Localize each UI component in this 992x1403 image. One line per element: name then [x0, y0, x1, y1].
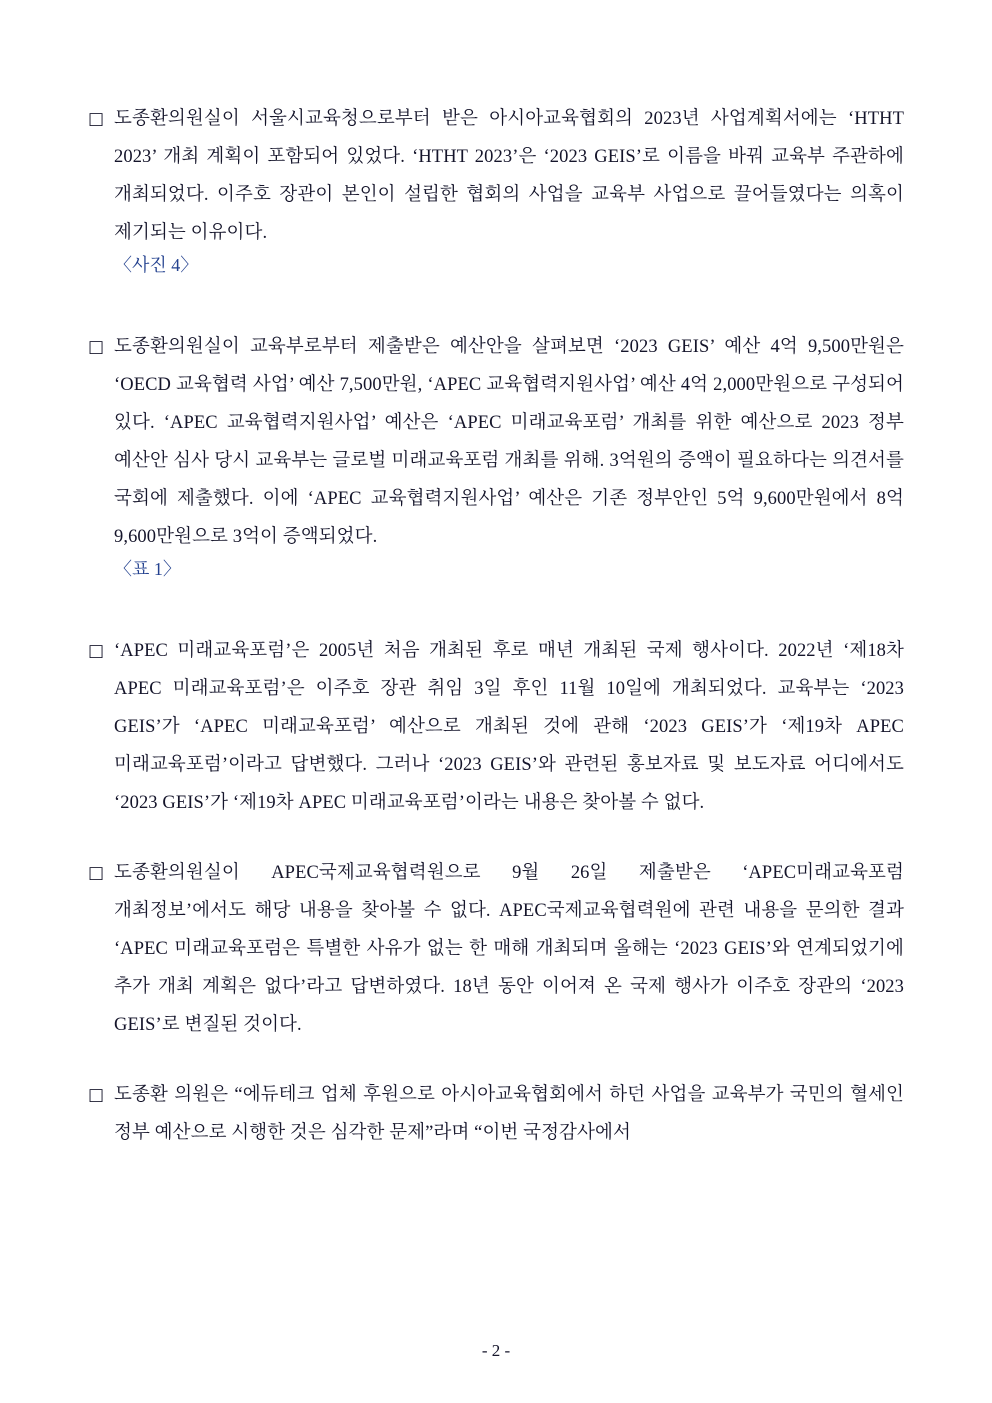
figure-reference-1: 〈사진 4〉 — [114, 255, 199, 275]
table-reference-1: 〈표 1〉 — [114, 559, 181, 579]
paragraph-4-text: 도종환의원실이 APEC국제교육협력원으로 9월 26일 제출받은 ‘APEC미래교육포럼 개최정보’에서도 해당 내용을 찾아볼 수 없다. APEC국제교육협력원에 관련 내용을 문의한 결과 ‘APEC 미래교육포럼은 특별한 사유가 없는 한 매해 개최되며 올해는 ‘2023 GEIS’와 연계되었기에 추가 개최 계획은 없다’라고 답변하였다. 18년 동안 이어져 온 국제 행사가 이주호 장관의 ‘2023 GEIS’로 변질된 것이다. — [114, 863, 904, 1035]
checkbox-bullet-icon: □ — [88, 863, 105, 883]
paragraph-block-2 — [88, 328, 904, 586]
document-body — [88, 100, 904, 1152]
paragraph-1-text: 도종환의원실이 서울시교육청으로부터 받은 아시아교육협회의 2023년 사업계획서에는 ‘HTHT 2023’ 개최 계획이 포함되어 있었다. ‘HTHT 2023’은 ‘2023 GEIS’로 이름을 바꿔 교육부 주관하에 개최되었다. 이주호 장관이 본인이 설립한 협회의 사업을 교육부 사업으로 끌어들였다는 의혹이 제기되는 이유이다. — [114, 109, 904, 243]
spacer-2 — [88, 618, 904, 632]
checkbox-bullet-icon: □ — [88, 109, 105, 129]
paragraph-3 — [88, 632, 904, 822]
paragraph-2-text: 도종환의원실이 교육부로부터 제출받은 예산안을 살펴보면 ‘2023 GEIS’ 예산 4억 9,500만원은 ‘OECD 교육협력 사업’ 예산 7,500만원, ‘APEC 교육협력지원사업’ 예산 4억 2,000만원으로 구성되어 있다. ‘APEC 교육협력지원사업’ 예산은 ‘APEC 미래교육포럼’ 개최를 위한 예산으로 2023 정부 예산안 심사 당시 교육부는 글로벌 미래교육포럼 개최를 위해. 3억원의 증액이 필요하다는 의견서를 국회에 제출했다. 이에 ‘APEC 교육협력지원사업’ 예산은 기존 정부안인 5억 9,600만원에서 8억 9,600만원으로 3억이 증액되었다. — [114, 337, 904, 547]
paragraph-3-text: ‘APEC 미래교육포럼’은 2005년 처음 개최된 후로 매년 개최된 국제 행사이다. 2022년 ‘제18차 APEC 미래교육포럼’은 이주호 장관 취임 3일 후인 11월 10일에 개최되었다. 교육부는 ‘2023 GEIS’가 ‘APEC 미래교육포럼’ 예산으로 개최된 것에 관해 ‘2023 GEIS’가 ‘제19차 APEC 미래교육포럼’이라고 답변했다. 그러나 ‘2023 GEIS’와 관련된 홍보자료 및 보도자료 어디에서도 ‘2023 GEIS’가 ‘제19차 APEC 미래교육포럼’이라는 내용은 찾아볼 수 없다. — [114, 641, 904, 813]
checkbox-bullet-icon: □ — [88, 337, 105, 357]
paragraph-5-text: 도종환 의원은 “에듀테크 업체 후원으로 아시아교육협회에서 하던 사업을 교육부가 국민의 혈세인 정부 예산으로 시행한 것은 심각한 문제”라며 “이번 국정감사에서 — [114, 1085, 904, 1143]
paragraph-4 — [88, 854, 904, 1044]
checkbox-bullet-icon: □ — [88, 641, 105, 661]
paragraph-block-5 — [88, 1076, 904, 1152]
checkbox-bullet-icon: □ — [88, 1085, 105, 1105]
spacer-1 — [88, 314, 904, 328]
paragraph-5 — [88, 1076, 904, 1152]
paragraph-block-4 — [88, 854, 904, 1044]
paragraph-block-1 — [88, 100, 904, 282]
paragraph-2 — [88, 328, 904, 556]
paragraph-1 — [88, 100, 904, 252]
paragraph-block-3 — [88, 632, 904, 822]
page-number: - 2 - — [481, 1341, 511, 1360]
